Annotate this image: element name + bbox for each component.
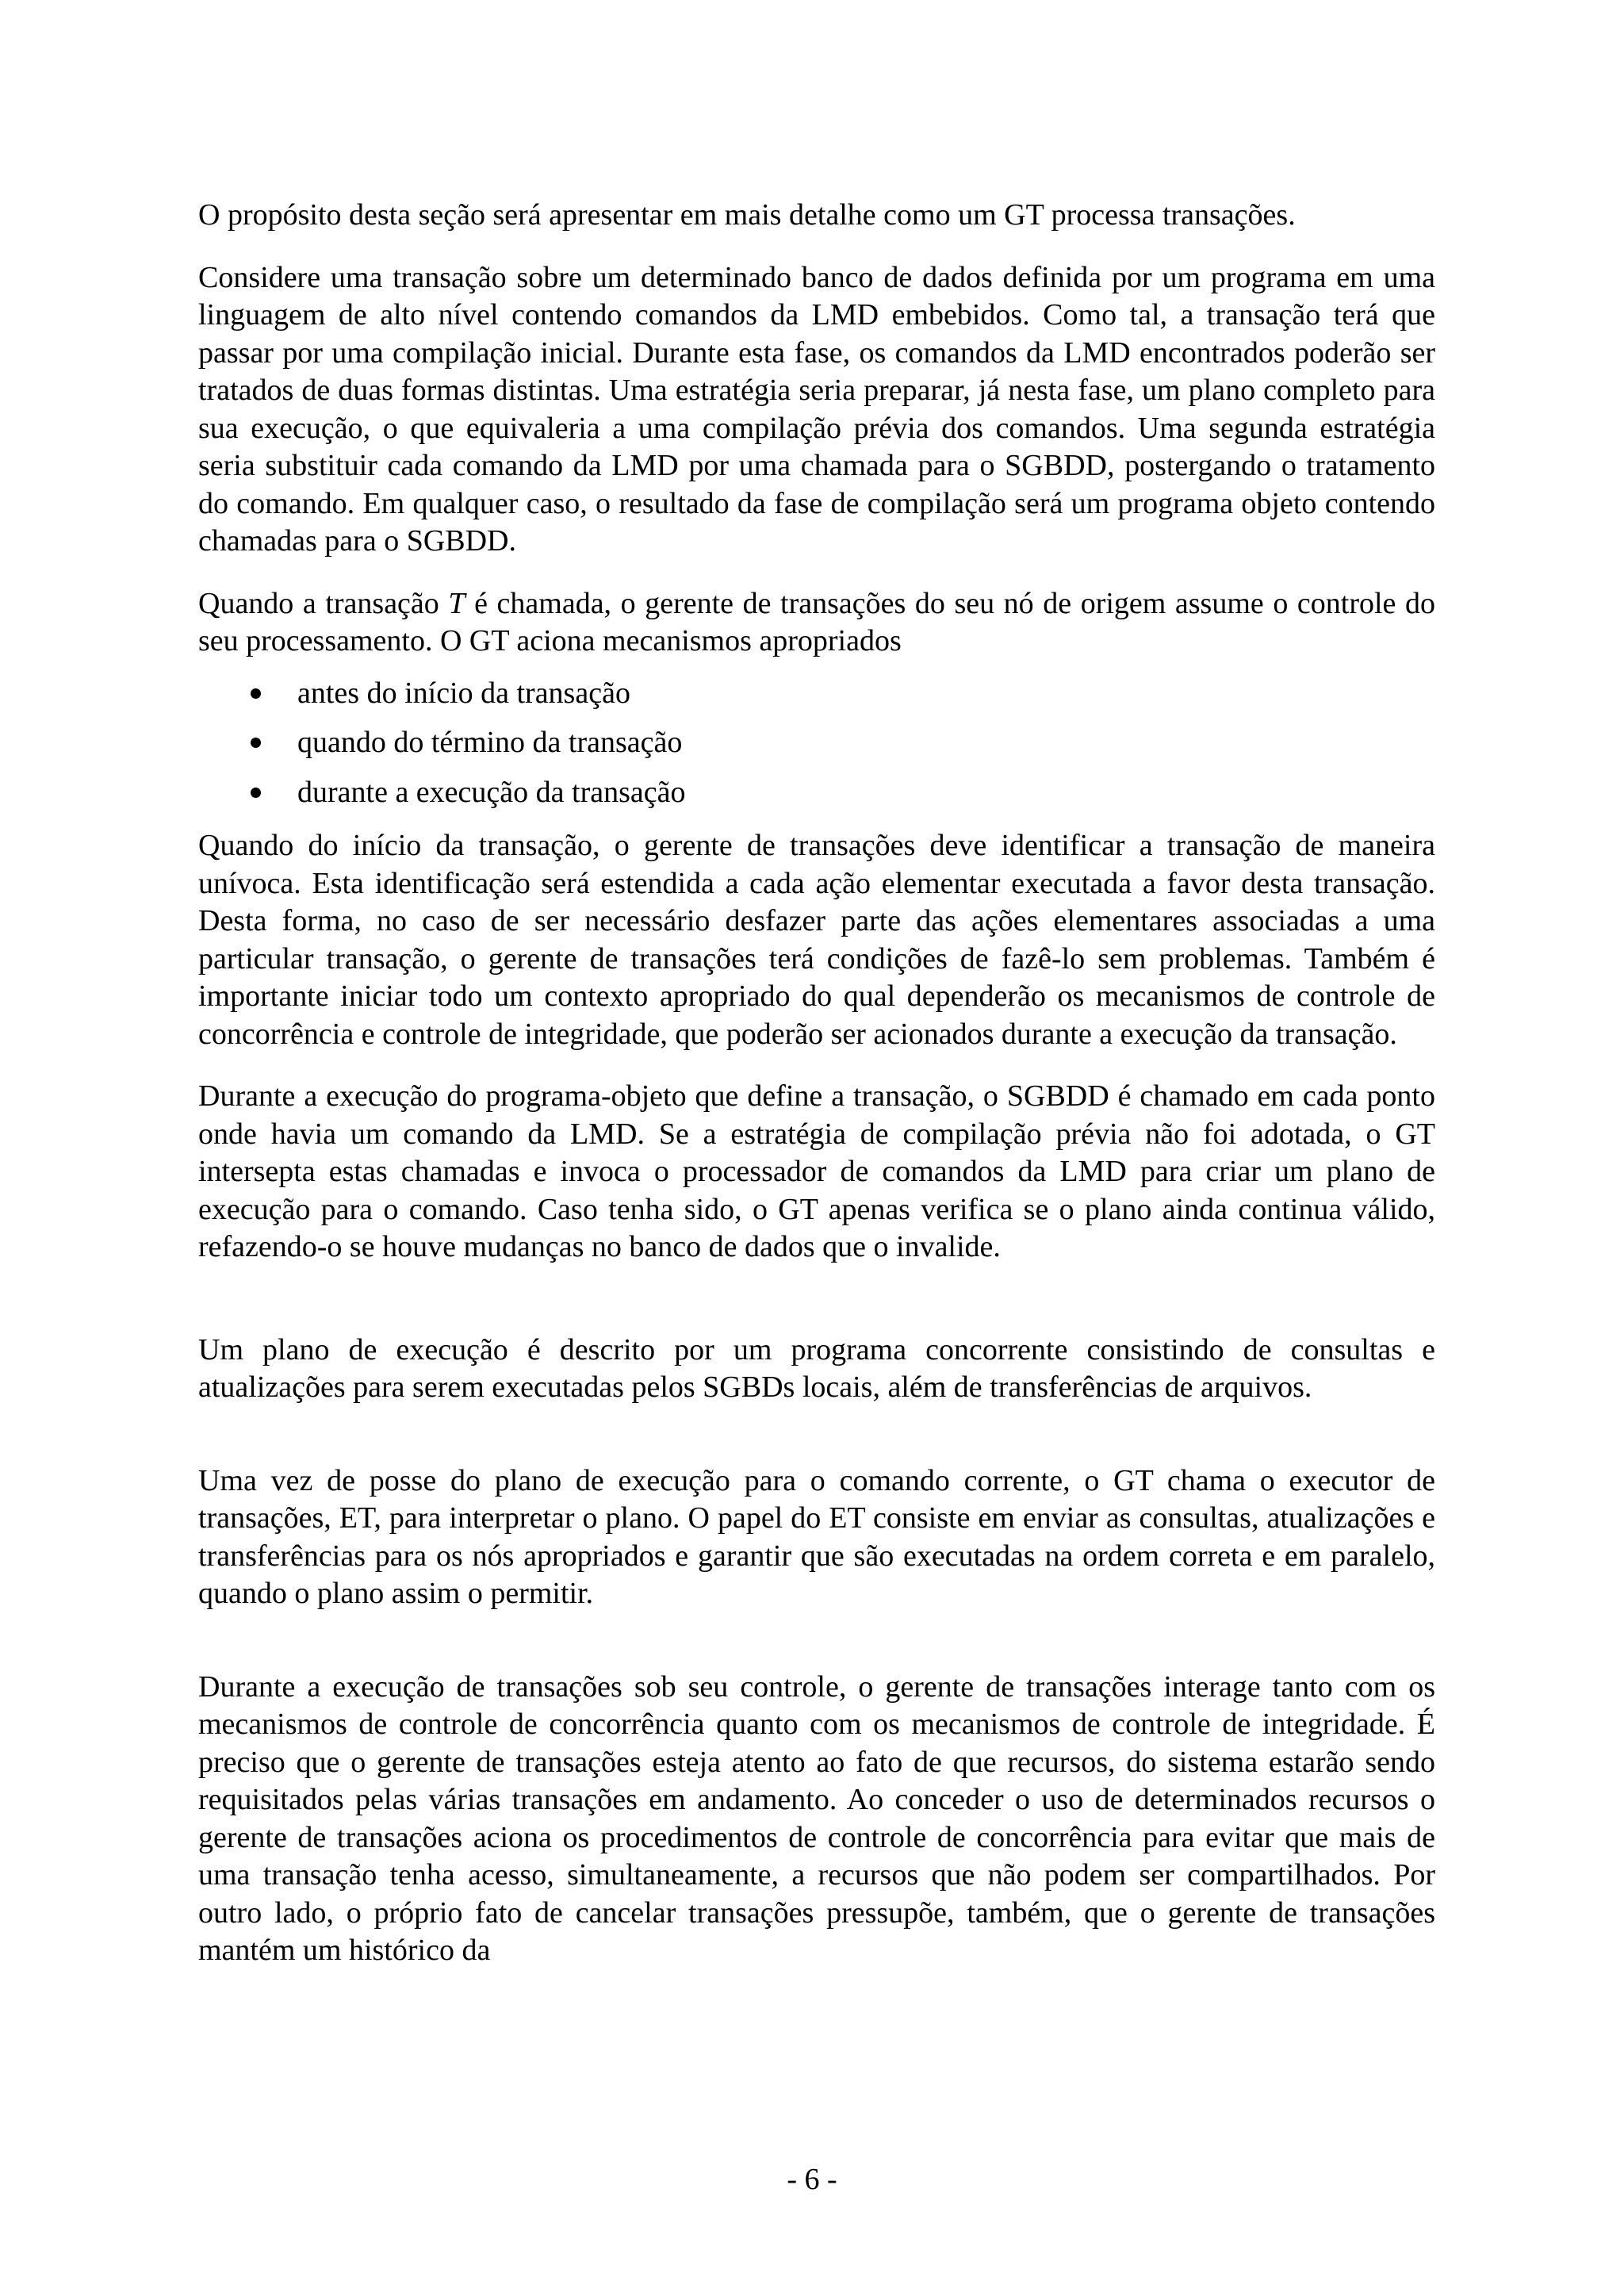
- bullet-icon: [251, 788, 261, 798]
- list-item-text: quando do término da transação: [297, 726, 683, 759]
- paragraph-compilation: Considere uma transação sobre um determinado banco de dados definida por um programa em uma linguagem de alto nível contendo comandos da LMD embebidos. Como tal, a transação terá que passar por uma compilação inicial. Durante esta fase, os comandos da LMD encontrados poderão ser tratados de duas formas distintas. Uma estratégia seria preparar, já nesta fase, um plano completo para sua execução, o que equivaleria a uma compilação prévia dos comandos. Uma segunda estratégia seria substituir cada comando da LMD por uma chamada para o SGBDD, postergando o tratamento do comando. Em qualquer caso, o resultado da fase de compilação será um programa objeto contendo chamadas para o SGBDD.: [198, 260, 1435, 558]
- paragraph-transaction-executor: Uma vez de posse do plano de execução para o comando corrente, o GT chama o executor de transações, ET, para interpretar o plano. O papel do ET consiste em enviar as consultas, atualizações e transferências para os nós apropriados e garantir que são executadas na ordem correta e em paralelo, quando o plano assim o permitir.: [198, 1463, 1435, 1610]
- paragraph-transaction-called-start: Quando a transação: [198, 586, 449, 620]
- list-item-text: durante a execução da transação: [297, 775, 686, 809]
- list-item: [198, 774, 1435, 812]
- page-body: [198, 197, 1435, 1970]
- list-item-text: antes do início da transação: [297, 676, 630, 710]
- bullet-icon: [251, 738, 261, 748]
- paragraph-transaction-start: Quando do início da transação, o gerente de transações deve identificar a transação de maneira unívoca. Esta identificação será estendida a cada ação elementar executada a favor desta transação. Desta forma, no caso de ser necessário desfazer parte das ações elementares associadas a uma particular transação, o gerente de transações terá condições de fazê-lo sem problemas. Também é importante iniciar todo um contexto apropriado do qual dependerão os mecanismos de controle de concorrência e controle de integridade, que poderão ser acionados durante a execução da transação.: [198, 829, 1435, 1051]
- paragraph-purpose: O propósito desta seção será apresentar em mais detalhe como um GT processa transações.: [198, 198, 1296, 232]
- paragraph-execution-plan: Um plano de execução é descrito por um programa concorrente consistindo de consultas e atualizações para serem executadas pelos SGBDs locais, além de transferências de arquivos.: [198, 1332, 1435, 1404]
- paragraph-execution: Durante a execução do programa-objeto que define a transação, o SGBDD é chamado em cada ponto onde havia um comando da LMD. Se a estratégia de compilação prévia não foi adotada, o GT intersepta estas chamadas e invoca o processador de comandos da LMD para criar um plano de execução para o comando. Caso tenha sido, o GT apenas verifica se o plano ainda continua válido, refazendo-o se houve mudanças no banco de dados que o invalide.: [198, 1079, 1435, 1263]
- paragraph-transaction-called-end: é chamada, o gerente de transações do seu nó de origem assume o controle do seu processamento. O GT aciona mecanismos apropriados: [198, 586, 1436, 657]
- page-number: - 6 -: [787, 2163, 837, 2196]
- bullet-icon: [251, 688, 261, 699]
- paragraph-transaction-called: [198, 585, 1435, 661]
- list-item: [198, 675, 1435, 713]
- list-item: [198, 724, 1435, 762]
- transaction-variable: T: [448, 586, 465, 620]
- mechanisms-list: [198, 675, 1435, 812]
- paragraph-concurrency: Durante a execução de transações sob seu controle, o gerente de transações interage tanto com os mecanismos de controle de concorrência quanto com os mecanismos de controle de integridade. É preciso que o gerente de transações esteja atento ao fato de que recursos, do sistema estarão sendo requisitados pelas várias transações em andamento. Ao conceder o uso de determinados recursos o gerente de transações aciona os procedimentos de controle de concorrência para evitar que mais de uma transação tenha acesso, simultaneamente, a recursos que não podem ser compartilhados. Por outro lado, o próprio fato de cancelar transações pressupõe, também, que o gerente de transações mantém um histórico da: [198, 1669, 1435, 1967]
